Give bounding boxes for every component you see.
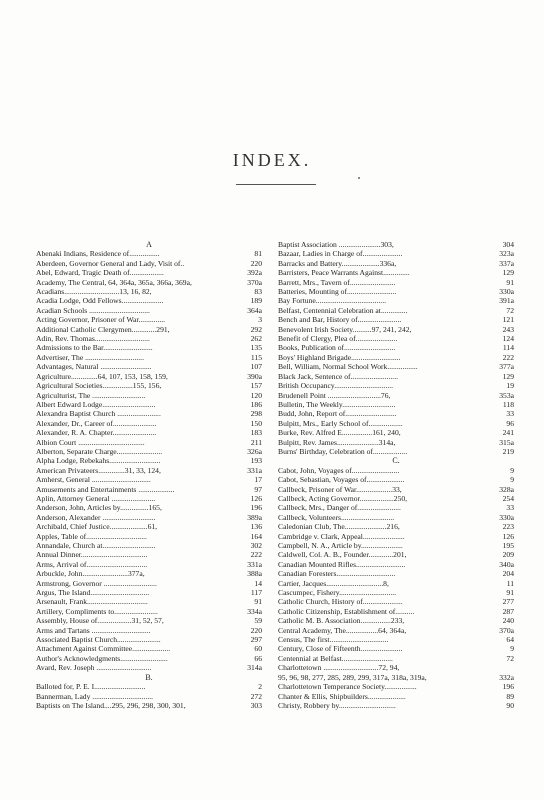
entry-page: 314a (247, 663, 262, 673)
entry-text: Anderson, John, Articles by...............165, (36, 503, 162, 513)
entry-text: Acadia Lodge, Odd Fellows...................... (36, 296, 164, 306)
entry-page: 389a (247, 512, 262, 522)
entry-page: 157 (250, 381, 262, 391)
index-entry (36, 616, 262, 625)
entry-page: 183 (250, 428, 262, 438)
index-entry (36, 249, 262, 258)
entry-text: Acadians.............................13, 16, 82, (36, 287, 152, 297)
index-entry (36, 428, 262, 437)
entry-text: Bay Fortune..................................... (278, 296, 386, 306)
entry-text: Bulletin, The Weekly............................ (278, 399, 396, 409)
index-column-left (36, 240, 262, 710)
index-entry (278, 409, 514, 418)
index-entry (278, 315, 514, 324)
index-entry (36, 278, 262, 287)
index-entry (278, 494, 514, 503)
entry-page: 126 (250, 493, 262, 503)
index-entry (36, 579, 262, 588)
section-letter: A (146, 240, 152, 249)
entry-text: Armstrong, Governor ............................ (36, 578, 157, 588)
index-entry (36, 635, 262, 644)
entry-text: Advantages, Natural ........................... (36, 362, 152, 372)
entry-page: 118 (502, 399, 514, 409)
entry-text: Catholic M. B. Association................233, (278, 616, 405, 626)
entry-text: Anderson, Alexander ............................ (36, 512, 156, 522)
entry-page: 330a (499, 287, 514, 297)
entry-page: 303 (250, 700, 262, 710)
entry-page: 193 (250, 456, 262, 466)
entry-text: Arms and Tartans ............................... (36, 625, 151, 635)
entry-page (489, 663, 514, 672)
index-entry (278, 419, 514, 428)
entry-text: Author's Acknowledgments......................... (36, 653, 168, 663)
page-title: INDEX. (232, 150, 312, 170)
entry-text: Bulpitt, Mrs., Early School of.................. (278, 418, 403, 428)
entry-page: 262 (250, 334, 262, 344)
entry-page: 209 (502, 550, 514, 560)
entry-page: 135 (250, 343, 262, 353)
entry-page: 90 (506, 700, 514, 710)
entry-text: 95, 96, 98, 277, 285, 289, 299, 317a, 318a, 319a, (278, 672, 427, 682)
index-entry (278, 701, 514, 710)
index-entry (36, 315, 262, 324)
index-entry (36, 268, 262, 277)
entry-text: Brudenell Point ............................76, (278, 390, 391, 400)
entry-page: 287 (502, 606, 514, 616)
entry-page: 115 (250, 352, 262, 362)
entry-page: 353a (499, 390, 514, 400)
index-entry (36, 325, 262, 334)
index-entry (36, 306, 262, 315)
index-entry (278, 325, 514, 334)
title-rule (236, 184, 316, 185)
entry-text: Aplin, Attorney General ....................... (36, 493, 156, 503)
entry-page: 3 (258, 315, 262, 325)
entry-text: Baptists on The Island....295, 296, 298, 300, 301, (36, 700, 186, 710)
entry-text: Burke, Rev. Alfred E................161, 240, (278, 428, 401, 438)
entry-text: Cabot, John, Voyages of......................... (278, 465, 400, 475)
entry-page: 81 (254, 249, 262, 259)
entry-text: Catholic Citizenship, Establishment of.......... (278, 606, 415, 616)
index-entry (36, 541, 262, 550)
index-entry (36, 644, 262, 653)
index-entry (36, 550, 262, 559)
entry-text: Annual Dinner................................... (36, 550, 148, 560)
entry-text: Acting Governor, Prisoner of War.............. (36, 315, 166, 325)
index-entry (278, 597, 514, 606)
entry-text: Benefit of Clergy, Plea of...................... (278, 334, 398, 344)
index-entry (278, 579, 514, 588)
entry-text: Bannerman, Lady ................................ (36, 691, 154, 701)
entry-text: Census, The first............................... (278, 635, 389, 645)
index-entry (278, 249, 514, 258)
entry-text: Adin, Rev. Thomas............................. (36, 334, 150, 344)
index-entry (36, 447, 262, 456)
entry-page: 364a (247, 305, 262, 315)
entry-text: Annandale, Church at............................ (36, 541, 156, 550)
entry-page: 331a (247, 559, 262, 569)
entry-page: 220 (250, 625, 262, 635)
index-entry (36, 682, 262, 691)
index-entry (278, 503, 514, 512)
index-entry (278, 400, 514, 409)
index-entry (36, 362, 262, 371)
index-entry (278, 607, 514, 616)
entry-text: Abel, Edward, Tragic Death of.................. (36, 268, 164, 278)
entry-page: 126 (502, 531, 514, 541)
entry-page: 332a (499, 672, 514, 682)
index-entry (36, 560, 262, 569)
index-entry (36, 654, 262, 663)
index-entry (36, 372, 262, 381)
index-entry (278, 663, 514, 672)
entry-page: 370a (247, 277, 262, 287)
entry-text: Albert Edward Lodge............................ (36, 399, 156, 409)
index-entry (278, 381, 514, 390)
index-entry (278, 287, 514, 296)
entry-page: 91 (506, 277, 514, 287)
entry-page: 331a (247, 465, 262, 475)
entry-text: Charlottetown .............................72, 94, (278, 663, 400, 673)
entry-text: Bulpitt, Rev. James......................314a, (278, 437, 396, 447)
entry-page: 129 (502, 268, 514, 278)
index-entry (36, 532, 262, 541)
index-entry (36, 569, 262, 578)
entry-page: 334a (247, 606, 262, 616)
index-entry (36, 343, 262, 352)
index-entry (278, 513, 514, 522)
entry-text: Benevolent Irish Society..........97, 241, 242, (278, 324, 412, 334)
entry-page: 107 (250, 362, 262, 372)
entry-text: Assembly, House of..................31, 52, 57, (36, 616, 164, 626)
entry-page: 370a (499, 625, 514, 635)
entry-text: Arbuckle, John........................377a, (36, 569, 145, 579)
entry-text: Albion Court ................................... (36, 437, 145, 447)
entry-text: Cartier, Jacques..............................8, (278, 578, 389, 588)
index-entry (278, 569, 514, 578)
entry-page: 196 (502, 682, 514, 692)
entry-text: Admissions to the Bar.......................... (36, 343, 153, 353)
index-entry (36, 607, 262, 616)
entry-page: 72 (506, 653, 514, 663)
entry-page: 315a (499, 437, 514, 447)
entry-page: 340a (499, 559, 514, 569)
index-entry (278, 626, 514, 635)
entry-page: 377a (499, 362, 514, 372)
index-entry (36, 494, 262, 503)
index-entry (36, 456, 262, 465)
entry-page: 196 (250, 503, 262, 513)
entry-page: 72 (506, 305, 514, 315)
entry-page: 223 (502, 522, 514, 532)
entry-text: Callbeck, Prisoner of War...................33, (278, 484, 402, 494)
entry-page: 302 (250, 541, 262, 550)
index-entry (278, 428, 514, 437)
index-entry (278, 550, 514, 559)
entry-text: Acadian Schools ................................ (36, 305, 150, 315)
entry-page: 83 (254, 287, 262, 297)
entry-page: 2 (258, 682, 262, 692)
entry-page: 14 (254, 578, 262, 588)
entry-text: Argus, The Island............................... (36, 588, 150, 598)
entry-page: 304 (502, 240, 514, 249)
entry-page: 150 (250, 418, 262, 428)
entry-page: 241 (502, 428, 514, 438)
entry-page: 33 (506, 409, 514, 419)
index-entry (36, 626, 262, 635)
entry-page: 9 (510, 644, 514, 654)
entry-text: Alexandra Baptist Church ....................... (36, 409, 161, 419)
entry-page: 136 (250, 522, 262, 532)
index-entry (278, 485, 514, 494)
entry-text: Balloted for, P. E. I........................... (36, 682, 146, 692)
index-entry (278, 588, 514, 597)
index-entry (36, 438, 262, 447)
entry-page: 164 (250, 531, 262, 541)
index-entry (36, 353, 262, 362)
entry-text: Burns' Birthday, Celebration of.................. (278, 446, 408, 456)
entry-text: Advertiser, The ............................... (36, 352, 144, 362)
index-entry (278, 616, 514, 625)
entry-page: 97 (254, 484, 262, 494)
entry-page: 222 (250, 550, 262, 560)
index-entry (278, 682, 514, 691)
entry-text: Aberdeen, Governor General and Lady, Visit of.. (36, 258, 185, 268)
print-speck (358, 177, 360, 179)
entry-text: Agriculture..............64, 107, 153, 158, 159, (36, 371, 168, 381)
entry-page: 211 (250, 437, 262, 447)
index-entry (278, 438, 514, 447)
entry-page: 114 (502, 343, 514, 353)
entry-text: Artillery, Compliments to....................... (36, 606, 158, 616)
entry-page: 11 (506, 578, 514, 588)
entry-text: Central Academy, The.................64, 364a, (278, 625, 407, 635)
entry-page: 33 (506, 503, 514, 513)
entry-text: Books, Publication of........................... (278, 343, 396, 353)
index-entry (36, 409, 262, 418)
entry-page: 60 (254, 644, 262, 654)
entry-page: 391a (499, 296, 514, 306)
entry-page: 392a (247, 268, 262, 278)
entry-text: Alberton, Separate Charge........................ (36, 446, 163, 456)
entry-text: Batteries, Mounting of.......................... (278, 287, 397, 297)
section-letter: C. (392, 456, 400, 466)
entry-page: 189 (250, 296, 262, 306)
entry-text: Amusements and Entertainments ................... (36, 484, 175, 494)
entry-page: 272 (250, 691, 262, 701)
entry-page: 121 (502, 315, 514, 325)
index-entry (278, 673, 514, 682)
entry-page: 17 (254, 475, 262, 485)
index-entry (36, 588, 262, 597)
index-entry (278, 372, 514, 381)
entry-text: Century, Close of Fifteenth...................... (278, 644, 403, 654)
entry-page: 89 (506, 691, 514, 701)
entry-text: Arms, Arrival of................................ (36, 559, 148, 569)
index-entry (36, 513, 262, 522)
entry-text: Bell, William, Normal School Work................ (278, 362, 418, 372)
index-entry (36, 475, 262, 484)
entry-text: Alexander, Dr., Career of....................... (36, 418, 157, 428)
entry-page: 390a (247, 371, 262, 381)
index-entry (278, 306, 514, 315)
index-entry (278, 466, 514, 475)
entry-page: 292 (250, 324, 262, 334)
entry-page: 222 (502, 352, 514, 362)
entry-page: 254 (502, 493, 514, 503)
entry-text: Alpha Lodge, Rebekahs........................... (36, 456, 161, 466)
index-entry (278, 259, 514, 268)
index-entry (36, 466, 262, 475)
index-entry (278, 240, 514, 249)
index-entry (278, 391, 514, 400)
section-letter: B. (145, 672, 153, 682)
entry-text: Cambridge v. Clark, Appeal...................... (278, 531, 405, 541)
index-entry (278, 353, 514, 362)
entry-text: Catholic Church, History of..................... (278, 597, 403, 607)
entry-text: Academy, The Central, 64, 364a, 365a, 366a, 369a, (36, 277, 192, 287)
index-entry (36, 334, 262, 343)
entry-text: Agricultural Societies................155, 156, (36, 381, 162, 391)
entry-page: 297 (250, 635, 262, 645)
entry-text: Canadian Mounted Rifles.......................... (278, 559, 406, 569)
entry-text: British Occupancy............................... (278, 381, 394, 391)
entry-text: Alexander, R. A. Chapter....................... (36, 428, 157, 438)
index-entry (278, 268, 514, 277)
index-entry (36, 522, 262, 531)
index-entry (278, 475, 514, 484)
entry-page: 337a (499, 258, 514, 268)
index-entry (36, 259, 262, 268)
entry-text: Caledonian Club, The......................216, (278, 522, 400, 532)
entry-text: Additional Catholic Clergymen.............291, (36, 324, 170, 334)
entry-page: 9 (510, 475, 514, 485)
entry-text: Boys' Highland Brigade.......................... (278, 352, 401, 362)
entry-text: Abenaki Indians, Residence of................ (36, 249, 160, 259)
entry-page: 220 (250, 258, 262, 268)
entry-text: Associated Baptist Church....................... (36, 635, 161, 645)
entry-page: 120 (250, 390, 262, 400)
entry-page: 64 (506, 635, 514, 645)
entry-text: Bench and Bar, History of....................... (278, 315, 402, 325)
index-entry (278, 362, 514, 371)
entry-page: 124 (502, 334, 514, 344)
entry-page: 204 (502, 569, 514, 579)
index-entry (278, 560, 514, 569)
entry-page: 186 (250, 399, 262, 409)
entry-text: Cabot, Sebastian, Voyages of.................... (278, 475, 405, 485)
index-entry (278, 654, 514, 663)
index-entry (278, 334, 514, 343)
entry-page: 9 (510, 465, 514, 475)
entry-text: Canadian Foresters............................... (278, 569, 396, 579)
entry-text: Barristers, Peace Warrants Against.............. (278, 268, 410, 278)
index-entry (278, 343, 514, 352)
entry-text: Callbeck, Acting Governor..................250, (278, 493, 408, 503)
entry-text: Attachment Against Committee.................... (36, 644, 171, 654)
entry-text: Archibald, Chief Justice....................61, (36, 522, 158, 532)
entry-text: Arsenault, Frank................................ (36, 597, 148, 607)
entry-page: 219 (502, 446, 514, 456)
entry-text: Barracks and Battery....................336a, (278, 258, 397, 268)
entry-text: Agriculturist, The ............................ (36, 390, 146, 400)
index-entry (278, 296, 514, 305)
entry-text: Bazaar, Ladies in Charge of..................... (278, 249, 403, 259)
entry-text: Barrett, Mrs., Tavern of........................ (278, 277, 396, 287)
entry-page: 240 (502, 616, 514, 626)
entry-page: 326a (247, 446, 262, 456)
entry-text: Callbeck, Volunteers............................ (278, 512, 395, 522)
entry-text: Black Jack, Sentence of......................... (278, 371, 398, 381)
index-entry (36, 400, 262, 409)
entry-text: Campbell, N. A., Article by...................... (278, 541, 403, 550)
entry-text: Cascumpec, Fishery.............................. (278, 588, 397, 598)
entry-page: 195 (502, 541, 514, 550)
entry-page: 91 (254, 597, 262, 607)
index-entry (278, 278, 514, 287)
entry-page: 330a (499, 512, 514, 522)
index-entry (278, 522, 514, 531)
entry-text: Centennial at Belfast........................... (278, 653, 393, 663)
entry-text: Chanter & Ellis, Shipbuilders.................... (278, 691, 406, 701)
entry-page: 117 (250, 588, 262, 598)
index-entry (36, 296, 262, 305)
entry-page: 19 (506, 381, 514, 391)
index-entry (278, 541, 514, 550)
entry-page: 328a (499, 484, 514, 494)
entry-text: American Privateers..............31, 33, 124, (36, 465, 161, 475)
index-entry (36, 503, 262, 512)
index-entry (278, 692, 514, 701)
entry-text: Amherst, General ............................... (36, 475, 151, 485)
index-entry (36, 663, 262, 672)
entry-text: Baptist Association ......................303, (278, 240, 394, 249)
index-entry (36, 287, 262, 296)
entry-text: Avard, Rev. Joseph ............................. (36, 663, 152, 673)
entry-text: Budd, John, Report of........................... (278, 409, 397, 419)
entry-page: 96 (506, 418, 514, 428)
entry-text: Christy, Robbery by.............................. (278, 700, 396, 710)
index-column-right (278, 240, 514, 710)
entry-text: Callbeck, Mrs., Danger of....................... (278, 503, 401, 513)
entry-text: Caldwell, Col. A. B., Founder.............201, (278, 550, 407, 560)
index-entry (278, 532, 514, 541)
entry-page: 129 (502, 371, 514, 381)
index-entry (36, 692, 262, 701)
entry-page: 323a (499, 249, 514, 259)
index-entry (36, 597, 262, 606)
index-entry (36, 701, 262, 710)
entry-page: 66 (254, 653, 262, 663)
index-entry (278, 644, 514, 653)
entry-text: Belfast, Centennial Celebration at.............. (278, 305, 408, 315)
entry-page: 298 (250, 409, 262, 419)
entry-page: 91 (506, 588, 514, 598)
entry-page: 59 (254, 616, 262, 626)
entry-page: 277 (502, 597, 514, 607)
index-entry (278, 447, 514, 456)
entry-text: Charlottetown Temperance Society................. (278, 682, 417, 692)
index-entry (36, 381, 262, 390)
index-entry (36, 391, 262, 400)
index-entry (36, 419, 262, 428)
entry-page: 388a (247, 569, 262, 579)
entry-page: 243 (502, 324, 514, 334)
index-entry (36, 485, 262, 494)
index-entry (278, 635, 514, 644)
entry-text: Apples, Table of................................ (36, 531, 147, 541)
